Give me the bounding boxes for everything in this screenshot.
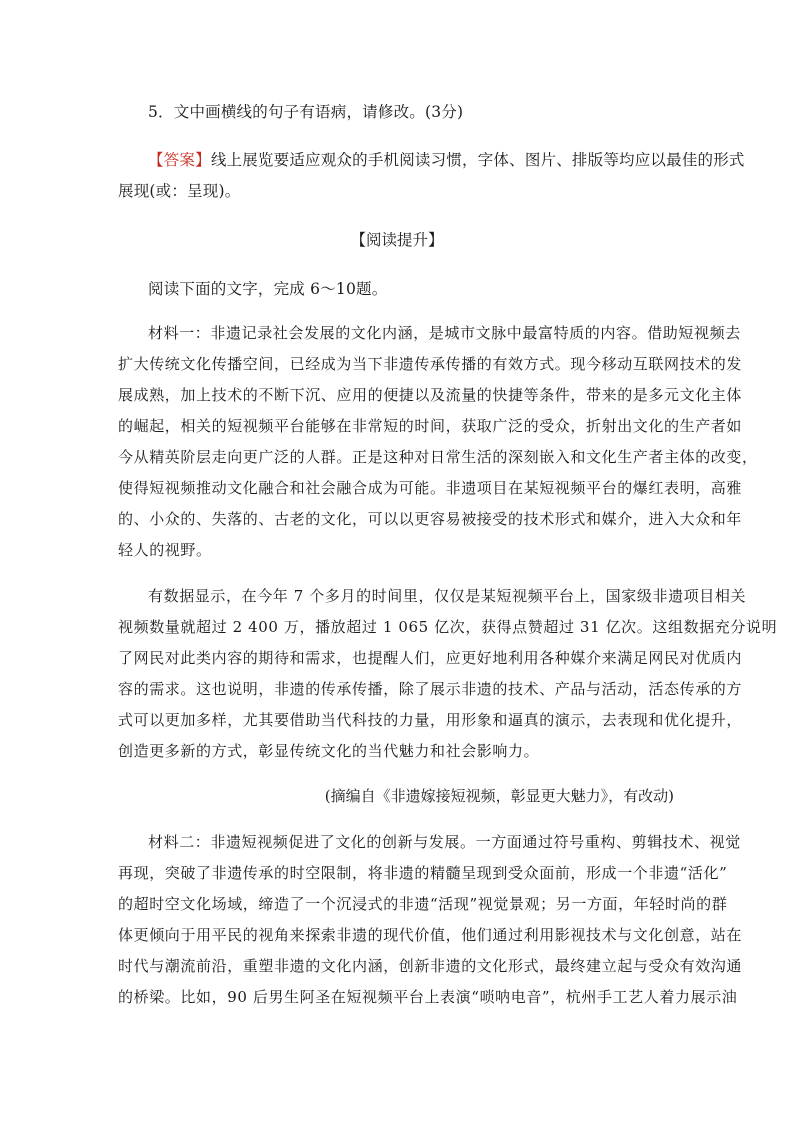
material1-line: 材料一：非遗记录社会发展的文化内涵，是城市文脉中最富特质的内容。借助短视频去 (148, 324, 741, 342)
source-citation: (摘编自《非遗嫁接短视频，彰显更大魅力》，有改动) (324, 787, 674, 805)
material2-line: 时代与潮流前沿，重塑非遗的文化内涵，创新非遗的文化形式，最终建立起与受众有效沟通 (118, 957, 743, 975)
material1b-line: 式可以更加多样，尤其要借助当代科技的力量，用形象和逼真的演示，去表现和优化提升， (118, 711, 743, 729)
material1b-line: 创造更多新的方式，彰显传统文化的当代魅力和社会影响力。 (118, 742, 540, 760)
material1-line: 的崛起，相关的短视频平台能够在非常短的时间，获取广泛的受众，折射出文化的生产者如 (118, 417, 743, 435)
answer-tag: 【答案】 (148, 151, 211, 169)
section-title: 【阅读提升】 (350, 231, 444, 249)
material1-line: 使得短视频推动文化融合和社会融合成为可能。非遗项目在某短视频平台的爆红表明，高雅 (118, 479, 743, 497)
material1-line: 轻人的视野。 (118, 541, 212, 559)
material2-line: 的桥梁。比如，90 后男生阿圣在短视频平台上表演“唢呐电音”，杭州手工艺人着力展示油 (118, 988, 738, 1006)
material2-line: 再现，突破了非遗传承的时空限制，将非遗的精髓呈现到受众面前，形成一个非遗“活化” (118, 864, 728, 882)
answer-line-2: 展现(或：呈现)。 (118, 182, 241, 200)
material1-line: 今从精英阶层走向更广泛的人群。正是这种对日常生活的深刻嵌入和文化生产者主体的改变， (118, 448, 758, 466)
material1b-line: 视频数量就超过 2 400 万，播放超过 1 065 亿次，获得点赞超过 31 亿次。这组数据充分说明 (118, 618, 778, 636)
material1b-line: 有数据显示，在今年 7 个多月的时间里，仅仅是某短视频平台上，国家级非遗项目相关 (148, 587, 747, 605)
material1-line: 的、小众的、失落的、古老的文化，可以以更容易被接受的技术形式和媒介，进入大众和年 (118, 510, 743, 528)
material1b-line: 容的需求。这也说明，非遗的传承传播，除了展示非遗的技术、产品与活动，活态传承的方 (118, 680, 743, 698)
material2-line: 材料二：非遗短视频促进了文化的创新与发展。一方面通过符号重构、剪辑技术、视觉 (148, 833, 741, 851)
material1-line: 展成熟，加上技术的不断下沉、应用的便捷以及流量的快捷等条件，带来的是多元文化主体 (118, 386, 743, 404)
material1b-line: 了网民对此类内容的期待和需求，也提醒人们，应更好地利用各种媒介来满足网民对优质内 (118, 649, 743, 667)
question-5: 5．文中画横线的句子有语病，请修改。(3分) (148, 103, 464, 121)
material2-line: 的超时空文化场域，缔造了一个沉浸式的非遗“活现”视觉景观；另一方面，年轻时尚的群 (118, 895, 728, 913)
answer-text-1: 线上展览要适应观众的手机阅读习惯，字体、图片、排版等均应以最佳的形式 (210, 151, 745, 169)
answer-line-1 (148, 150, 745, 170)
material1-line: 扩大传统文化传播空间，已经成为当下非遗传承传播的有效方式。现今移动互联网技术的发 (118, 355, 743, 373)
instruction: 阅读下面的文字，完成 6～10题。 (148, 280, 388, 298)
material2-line: 体更倾向于用平民的视角来探索非遗的现代价值，他们通过利用影视技术与文化创意，站在 (118, 926, 743, 944)
